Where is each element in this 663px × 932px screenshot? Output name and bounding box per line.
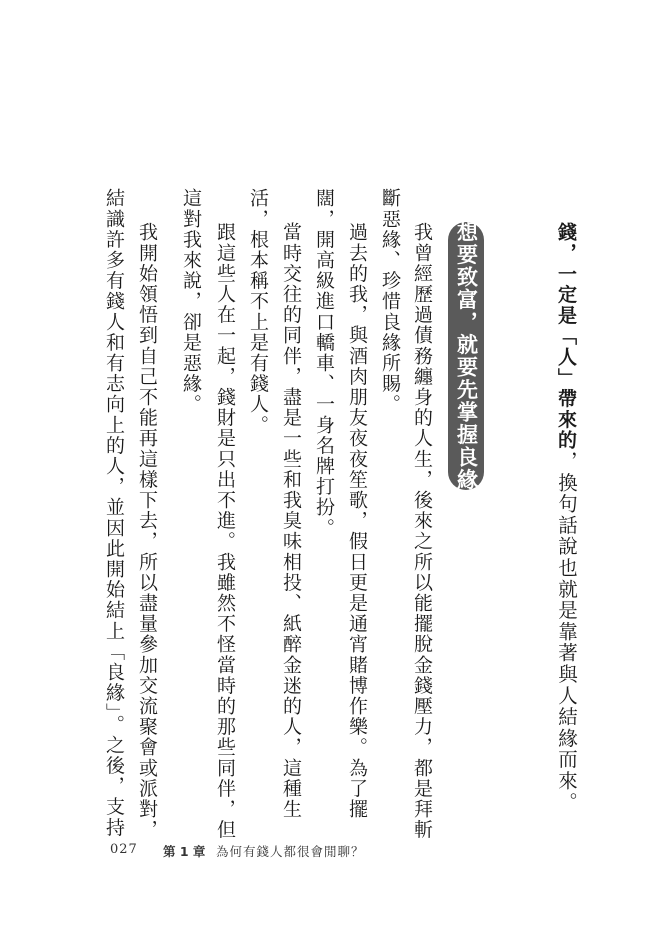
page-number: 027 bbox=[110, 842, 138, 857]
body-line: 我開始領悟到自己不能再這樣下去，所以盡量參加交流聚會或派對， bbox=[136, 222, 158, 840]
body-line: 闊，開高級進口轎車、一身名牌打扮。 bbox=[313, 188, 335, 539]
body-line: 當時交往的同伴，盡是一些和我臭味相投、紙醉金迷的人，這種生 bbox=[280, 222, 302, 820]
lead-rest: ，換句話說也就是靠著與人結緣而來。 bbox=[555, 450, 578, 813]
body-line: 斷惡緣、珍惜良緣所賜。 bbox=[379, 188, 401, 415]
body-line: 我曾經歷過債務纏身的人生，後來之所以能擺脫金錢壓力，都是拜斬 bbox=[411, 222, 433, 840]
section-heading-text: 想要致富，就要先掌握良緣 bbox=[454, 221, 479, 491]
chapter-title: 為何有錢人都很會閒聊？ bbox=[216, 844, 365, 859]
lead-sentence bbox=[556, 222, 576, 813]
body-line: 跟這些人在一起，錢財是只出不進。我雖然不怪當時的那些同伴，但 bbox=[214, 222, 236, 840]
lead-emphasis: 錢，一定是「人」帶來的 bbox=[555, 222, 577, 451]
body-line: 結識許多有錢人和有志向上的人，並因此開始結上「良緣」。之後，支持 bbox=[103, 188, 125, 838]
body-line: 過去的我，與酒肉朋友夜夜笙歌，假日更是通宵賭博作樂。為了擺 bbox=[346, 222, 368, 820]
body-line: 活，根本稱不上是有錢人。 bbox=[247, 188, 269, 436]
chapter-label: 第 1 章 bbox=[163, 844, 206, 859]
section-heading bbox=[448, 222, 484, 490]
body-line: 這對我來說，卻是惡緣。 bbox=[180, 188, 202, 415]
page-footer bbox=[0, 840, 663, 864]
